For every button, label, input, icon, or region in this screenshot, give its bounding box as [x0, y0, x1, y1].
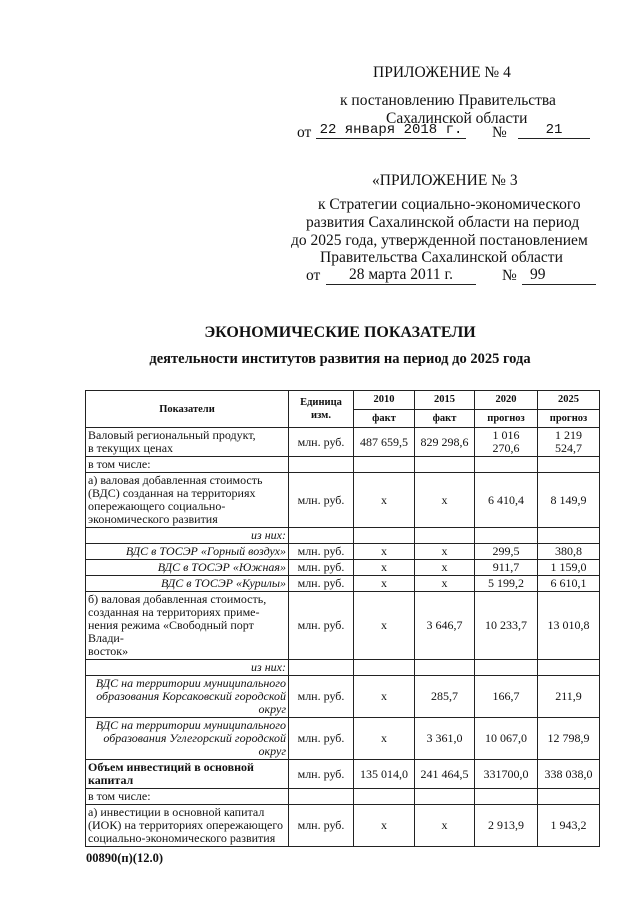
unit-cell: млн. руб.: [289, 428, 354, 457]
table-row: [86, 760, 600, 789]
table-row: [86, 718, 600, 760]
value-cell: х: [415, 805, 475, 847]
empty-cell: [354, 528, 415, 544]
empty-cell: [289, 660, 354, 676]
appendix3-number: [522, 266, 596, 285]
row-label: из них:: [86, 528, 289, 544]
table-row: [86, 789, 600, 805]
row-label-line: восток»: [88, 644, 129, 658]
col-header-unit-line2: изм.: [311, 410, 331, 421]
value-cell: 166,7: [475, 676, 538, 718]
value-cell: 241 464,5: [415, 760, 475, 789]
appendix4-title: ПРИЛОЖЕНИЕ № 4: [373, 64, 511, 81]
row-label-line: созданная на территориях приме-: [88, 605, 260, 619]
row-label: ВДС в ТОСЭР «Горный воздух»: [86, 544, 289, 560]
row-label-line: (ИОК) на территориях опережающего: [88, 818, 283, 832]
table-row: [86, 544, 600, 560]
row-label-line: (ВДС) созданная на территориях: [88, 486, 256, 500]
value-cell: 829 298,6: [415, 428, 475, 457]
value-cell: 1 159,0: [538, 560, 600, 576]
appendix3-title: «ПРИЛОЖЕНИЕ № 3: [372, 172, 518, 189]
unit-cell: млн. руб.: [289, 576, 354, 592]
value-cell: х: [354, 473, 415, 528]
table-row: [86, 592, 600, 660]
appendix3-line3: до 2025 года, утвержденной постановлением: [291, 232, 588, 249]
value-cell: 8 149,9: [538, 473, 600, 528]
row-label-line: опережающего социально-: [88, 499, 226, 513]
empty-cell: [415, 789, 475, 805]
appendix3-from-label: от: [306, 267, 321, 284]
value-cell: 3 361,0: [415, 718, 475, 760]
appendix3-num-label: №: [502, 267, 517, 284]
appendix3-line4: Правительства Сахалинской области: [320, 249, 563, 266]
unit-cell: млн. руб.: [289, 560, 354, 576]
row-label-line: образования Корсаковский городской: [96, 689, 286, 703]
appendix3-line2: развития Сахалинской области на период: [306, 214, 580, 231]
row-label: [86, 473, 289, 528]
row-label-line: Объем инвестиций в основной: [88, 760, 254, 774]
value-cell: х: [354, 592, 415, 660]
value-cell: 487 659,5: [354, 428, 415, 457]
value-cell: 2 913,9: [475, 805, 538, 847]
row-label: ВДС в ТОСЭР «Южная»: [86, 560, 289, 576]
empty-cell: [475, 660, 538, 676]
unit-cell: млн. руб.: [289, 718, 354, 760]
row-label-line: образования Углегорский городской: [103, 731, 286, 745]
appendix4-date: 22 января 2018 г.: [316, 122, 466, 139]
value-cell: 380,8: [538, 544, 600, 560]
value-cell: х: [415, 544, 475, 560]
value-cell: 10 233,7: [475, 592, 538, 660]
row-label-line: нения режима «Свободный порт Влади-: [88, 618, 254, 645]
empty-cell: [354, 660, 415, 676]
value-cell: х: [354, 560, 415, 576]
empty-cell: [289, 457, 354, 473]
value-cell: 911,7: [475, 560, 538, 576]
value-part: 1 016: [492, 428, 520, 442]
value-cell: [538, 428, 600, 457]
value-cell: х: [354, 805, 415, 847]
empty-cell: [475, 789, 538, 805]
appendix3-number-value: 99: [530, 266, 546, 283]
appendix4-number: 21: [518, 122, 590, 139]
value-cell: 299,5: [475, 544, 538, 560]
appendix4-line1: к постановлению Правительства: [340, 92, 556, 109]
table-row: [86, 528, 600, 544]
row-label-line: округ: [258, 702, 286, 716]
empty-cell: [538, 660, 600, 676]
row-label-line: экономического развития: [88, 512, 218, 526]
value-cell: 338 038,0: [538, 760, 600, 789]
row-label: [86, 676, 289, 718]
row-label: [86, 592, 289, 660]
appendix4-from-label: от: [297, 124, 312, 141]
col-header-unit-line1: Единица: [300, 397, 342, 408]
empty-cell: [289, 528, 354, 544]
value-cell: 211,9: [538, 676, 600, 718]
empty-cell: [415, 457, 475, 473]
col-header-year-2020: 2020: [475, 391, 538, 410]
col-header-kind-2020: прогноз: [475, 409, 538, 428]
page-subtitle: деятельности институтов развития на период до 2025 года: [149, 351, 531, 367]
col-header-kind-2015: факт: [415, 409, 475, 428]
value-part: 270,6: [492, 441, 520, 455]
row-label: [86, 805, 289, 847]
row-label-line: капитал: [88, 773, 134, 787]
value-cell: х: [354, 544, 415, 560]
empty-cell: [354, 789, 415, 805]
value-cell: 12 798,9: [538, 718, 600, 760]
table-row: [86, 676, 600, 718]
row-label-line: Валовый региональный продукт,: [88, 428, 256, 442]
value-part: 524,7: [555, 441, 582, 455]
value-cell: 1 943,2: [538, 805, 600, 847]
appendix4-num-label: №: [492, 124, 507, 141]
row-label-line: а) инвестиции в основной капитал: [88, 805, 265, 819]
appendix3-date: 28 марта 2011 г.: [326, 266, 476, 285]
page-title: ЭКОНОМИЧЕСКИЕ ПОКАЗАТЕЛИ: [204, 324, 476, 341]
unit-cell: млн. руб.: [289, 676, 354, 718]
value-cell: [475, 428, 538, 457]
empty-cell: [538, 457, 600, 473]
value-cell: 6 610,1: [538, 576, 600, 592]
row-label: в том числе:: [86, 789, 289, 805]
value-cell: х: [415, 560, 475, 576]
value-cell: х: [354, 576, 415, 592]
table-row: [86, 576, 600, 592]
empty-cell: [475, 528, 538, 544]
row-label-line: в текущих ценах: [88, 441, 174, 455]
unit-cell: млн. руб.: [289, 473, 354, 528]
table-row: [86, 428, 600, 457]
table-row: [86, 457, 600, 473]
row-label-line: б) валовая добавленная стоимость,: [88, 592, 267, 606]
row-label: из них:: [86, 660, 289, 676]
empty-cell: [475, 457, 538, 473]
value-cell: х: [415, 473, 475, 528]
col-header-kind-2025: прогноз: [538, 409, 600, 428]
row-label-line: ВДС на территории муниципального: [95, 676, 286, 690]
value-part: 1 219: [555, 428, 582, 442]
row-label-line: ВДС на территории муниципального: [95, 718, 286, 732]
table-row: [86, 560, 600, 576]
appendix4-line2: Сахалинской области: [386, 110, 528, 127]
document-code: 00890(п)(12.0): [86, 851, 163, 865]
unit-cell: млн. руб.: [289, 592, 354, 660]
value-cell: 10 067,0: [475, 718, 538, 760]
table-row: [86, 805, 600, 847]
value-cell: 5 199,2: [475, 576, 538, 592]
empty-cell: [538, 789, 600, 805]
value-cell: 6 410,4: [475, 473, 538, 528]
value-cell: 331700,0: [475, 760, 538, 789]
value-cell: х: [354, 718, 415, 760]
empty-cell: [415, 660, 475, 676]
row-label: [86, 718, 289, 760]
col-header-unit: [289, 391, 354, 428]
row-label-line: округ: [258, 744, 286, 758]
empty-cell: [415, 528, 475, 544]
table-row: [86, 473, 600, 528]
row-label-line: а) валовая добавленная стоимость: [88, 473, 263, 487]
value-cell: 13 010,8: [538, 592, 600, 660]
indicators-table: [85, 390, 600, 847]
value-cell: 3 646,7: [415, 592, 475, 660]
empty-cell: [538, 528, 600, 544]
unit-cell: млн. руб.: [289, 544, 354, 560]
row-label: [86, 760, 289, 789]
row-label: [86, 428, 289, 457]
col-header-kind-2010: факт: [354, 409, 415, 428]
row-label-line: социально-экономического развития: [88, 831, 276, 845]
col-header-year-2015: 2015: [415, 391, 475, 410]
empty-cell: [354, 457, 415, 473]
appendix3-line1: к Стратегии социально-экономического: [318, 196, 581, 213]
row-label: в том числе:: [86, 457, 289, 473]
value-cell: 135 014,0: [354, 760, 415, 789]
unit-cell: млн. руб.: [289, 805, 354, 847]
unit-cell: млн. руб.: [289, 760, 354, 789]
value-cell: х: [415, 576, 475, 592]
table-header-row: [86, 391, 600, 410]
col-header-indicators: Показатели: [86, 391, 289, 428]
row-label: ВДС в ТОСЭР «Курилы»: [86, 576, 289, 592]
value-cell: х: [354, 676, 415, 718]
table-row: [86, 660, 600, 676]
value-cell: 285,7: [415, 676, 475, 718]
col-header-year-2010: 2010: [354, 391, 415, 410]
col-header-year-2025: 2025: [538, 391, 600, 410]
empty-cell: [289, 789, 354, 805]
